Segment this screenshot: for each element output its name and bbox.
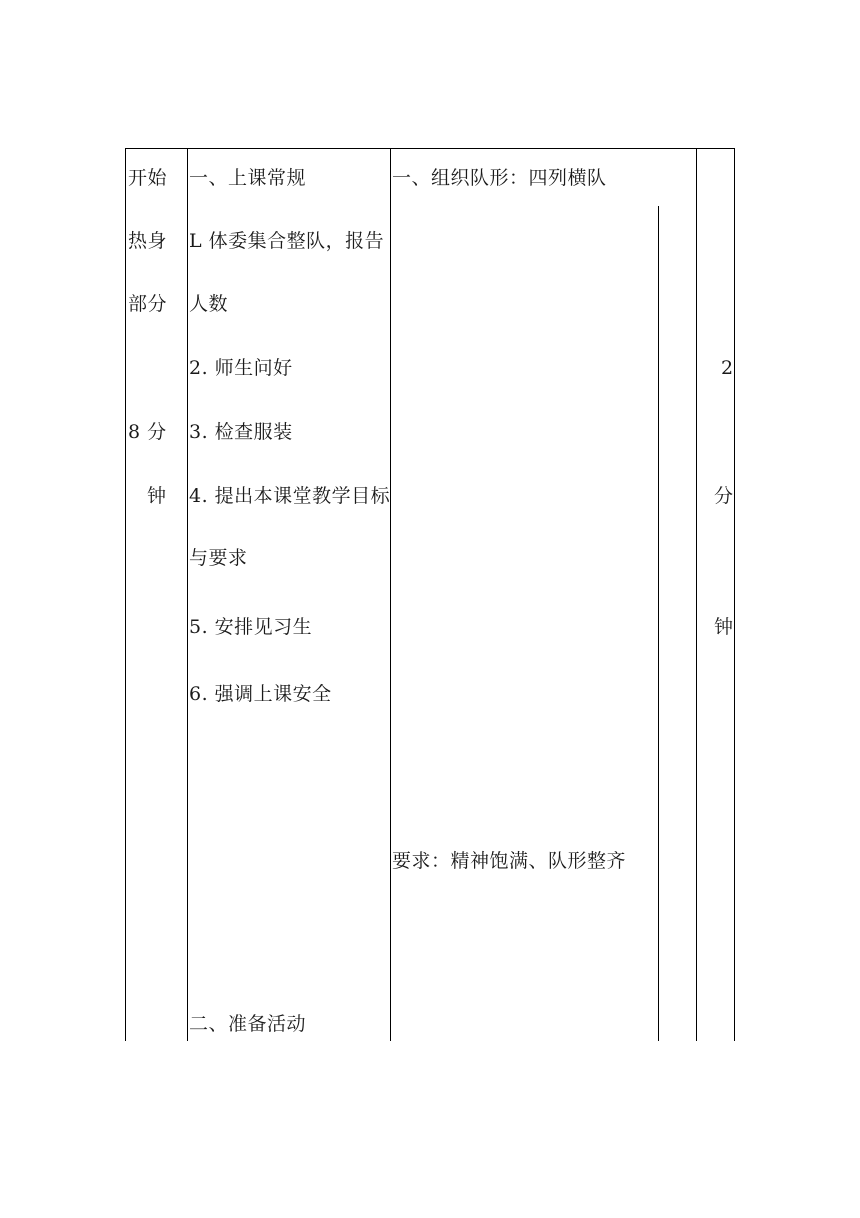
- organization-formation: 一、组织队形：四列横队: [392, 167, 607, 189]
- phase-duration-number: 8 分: [128, 421, 167, 443]
- table-top-border: [125, 148, 735, 149]
- organization-requirement: 要求：精神饱满、队形整齐: [392, 850, 627, 872]
- phase-label-line2: 热身: [128, 230, 168, 252]
- time-unit-fen: 分: [714, 485, 734, 507]
- section-title-routine: 一、上课常规: [189, 167, 307, 189]
- content-item-2: 2. 师生问好: [189, 357, 293, 379]
- content-item-3: 3. 检查服装: [189, 421, 293, 443]
- phase-label-line1: 开始: [128, 167, 168, 189]
- column-divider-3: [696, 148, 697, 1041]
- content-item-1-line1: L 体委集合整队，报告: [189, 230, 385, 252]
- time-unit-zhong: 钟: [714, 616, 734, 638]
- content-item-1-line2: 人数: [189, 293, 229, 315]
- content-item-6: 6. 强调上课安全: [189, 683, 332, 705]
- content-item-5: 5. 安排见习生: [189, 616, 313, 638]
- column-divider-1: [187, 148, 188, 1041]
- content-item-4-line1: 4. 提出本课堂教学目标: [189, 485, 391, 507]
- inner-vertical-rule: [658, 206, 659, 1041]
- phase-duration-unit: 钟: [147, 485, 167, 507]
- phase-label-line3: 部分: [128, 293, 168, 315]
- time-number: 2: [721, 357, 734, 379]
- table-left-border: [125, 148, 126, 1041]
- section-title-warmup: 二、准备活动: [189, 1013, 307, 1035]
- column-divider-2: [390, 148, 391, 1041]
- content-item-4-line2: 与要求: [189, 547, 248, 569]
- table-right-border: [734, 148, 735, 1041]
